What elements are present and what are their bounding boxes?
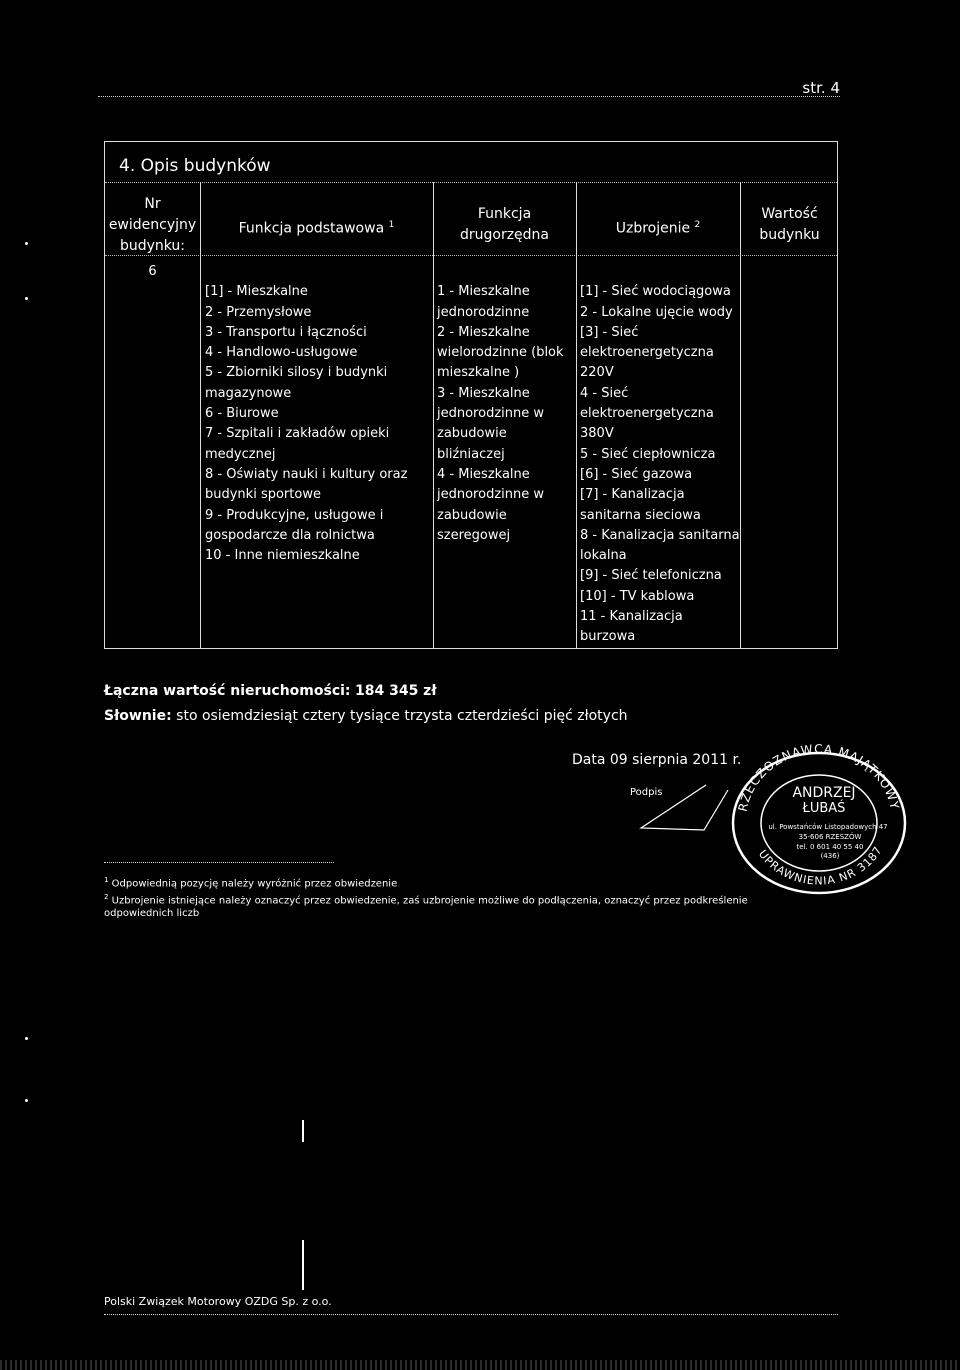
bottom-rule	[104, 1314, 838, 1315]
appraiser-stamp	[728, 737, 910, 895]
list-item: 4 - Handlowo-usługowe	[205, 345, 358, 361]
stamp-phone: tel. 0 601 40 55 40	[796, 843, 864, 851]
list-item: 8 - Oświaty nauki i kultury oraz budynki sportowe	[205, 466, 408, 503]
list-item: [7] - Kanalizacja sanitarna sieciowa	[580, 487, 701, 523]
scan-noise	[0, 1360, 960, 1370]
funkcja-drugorzedna-list	[437, 282, 574, 546]
footer-company: Polski Związek Motorowy OZDG Sp. z o.o.	[104, 1295, 332, 1308]
footnote-1	[104, 874, 804, 890]
total-value-label: Łączna wartość nieruchomości:	[104, 683, 351, 699]
title-rule	[105, 182, 837, 183]
signature-stroke	[641, 785, 728, 830]
list-item: [1] - Sieć wodociągowa	[580, 284, 731, 300]
uzbrojenie-list	[580, 282, 740, 647]
footnote-ref-2: 2	[694, 220, 701, 230]
section-title: 4. Opis budynków	[119, 156, 271, 176]
header-rule	[105, 255, 837, 256]
list-item: 4 - Mieszkalne jednorodzinne w zabudowie szeregowej	[437, 466, 544, 543]
header-funkcja-podstawowa	[200, 215, 433, 240]
cell-uzbrojenie	[580, 262, 740, 668]
building-table	[104, 141, 838, 649]
footnote-2	[104, 891, 804, 920]
cell-funkcja-drugorzedna	[437, 262, 574, 566]
col-divider	[200, 182, 201, 648]
signature-mark	[636, 780, 736, 850]
footnote-2-text: Uzbrojenie istniejące należy oznaczyć przez obwiedzenie, zaś uzbrojenie możliwe do podłączenia, oznaczyć przez podkreślenie odpowiednich liczb	[104, 895, 748, 920]
stamp-address: ul. Powstańców Listopadowych 47	[768, 823, 888, 831]
list-item: 9 - Produkcyjne, usługowe i gospodarcze dla rolnictwa	[205, 507, 384, 543]
amount-in-words-line	[104, 708, 628, 724]
list-item: 2 - Lokalne ujęcie wody	[580, 304, 733, 320]
scan-speck	[25, 1037, 28, 1040]
list-item: 2 - Przemysłowe	[205, 304, 312, 320]
cell-funkcja-podstawowa	[205, 262, 431, 587]
header-funkcja-podstawowa-label: Funkcja podstawowa	[238, 220, 385, 237]
total-value: 184 345 zł	[354, 683, 437, 699]
list-item: 4 - Sieć elektroenergetyczna 380V	[580, 385, 714, 442]
scan-mark	[302, 1120, 304, 1142]
total-value-line	[104, 683, 437, 699]
list-item: [9] - Sieć telefoniczna	[580, 568, 722, 584]
list-item: 2 - Mieszkalne wielorodzinne (blok mieszkalne )	[437, 324, 564, 381]
footnote-ref-1: 1	[388, 220, 395, 230]
scan-mark	[302, 1240, 304, 1290]
list-item: 11 - Kanalizacja burzowa	[580, 609, 683, 645]
list-item: [1] - Mieszkalne	[205, 284, 308, 300]
list-item: 6 - Biurowe	[205, 406, 279, 422]
list-item: [6] - Sieć gazowa	[580, 466, 693, 482]
col-divider	[740, 182, 741, 648]
amount-in-words: sto osiemdziesiąt cztery tysiące trzysta czterdzieści pięć złotych	[176, 708, 628, 724]
list-item: 8 - Kanalizacja sanitarna lokalna	[580, 527, 740, 564]
list-item: [10] - TV kablowa	[580, 588, 695, 604]
date-line: Data 09 sierpnia 2011 r.	[572, 752, 742, 768]
list-item: 5 - Zbiorniki silosy i budynki magazynowe	[205, 365, 388, 401]
footnote-2-marker: 2	[104, 893, 109, 901]
header-uzbrojenie-label: Uzbrojenie	[615, 220, 691, 237]
header-funkcja-drugorzedna: Funkcja drugorzędna	[459, 206, 550, 243]
header-uzbrojenie	[576, 215, 740, 240]
top-rule	[98, 96, 840, 97]
footnote-1-text: Odpowiednią pozycję należy wyróżnić przez obwiedzenie	[111, 878, 398, 890]
signature-label: Podpis	[630, 787, 663, 798]
footnote-1-marker: 1	[104, 876, 109, 884]
scan-speck	[25, 242, 28, 245]
list-item: [3] - Sieć elektroenergetyczna 220V	[580, 324, 714, 381]
list-item: 3 - Transportu i łączności	[205, 324, 367, 340]
stamp-name-last: ŁUBAŚ	[802, 801, 846, 816]
list-item: 3 - Mieszkalne jednorodzinne w zabudowie bliźniaczej	[437, 385, 544, 462]
header-wartosc: Wartość budynku	[759, 206, 820, 243]
funkcja-podstawowa-list	[205, 282, 431, 566]
list-item: 1 - Mieszkalne jednorodzinne	[437, 284, 530, 320]
header-nr: Nr ewidencyjny budynku:	[108, 196, 197, 254]
col-divider	[576, 182, 577, 648]
cell-nr: 6	[148, 264, 157, 279]
amount-in-words-label: Słownie:	[104, 708, 172, 724]
stamp-city: 35-606 RZESZÓW	[798, 833, 862, 841]
stamp-phone2: (436)	[820, 852, 840, 860]
scan-speck	[25, 297, 28, 300]
page-number: str. 4	[802, 79, 840, 97]
list-item: 5 - Sieć ciepłownicza	[580, 446, 716, 462]
scan-speck	[25, 1099, 28, 1102]
stamp-arc-bottom-text: UPRAWNIENIA NR 3187	[755, 843, 886, 888]
list-item: 7 - Szpitali i zakładów opieki medycznej	[205, 426, 390, 462]
col-divider	[433, 182, 434, 648]
footnote-rule	[104, 862, 334, 863]
stamp-arc-top-text: RZECZOZNAWCA MAJĄTKOWY	[735, 741, 903, 813]
list-item: 10 - Inne niemieszkalne	[205, 548, 360, 564]
stamp-name-first: ANDRZEJ	[792, 785, 856, 801]
